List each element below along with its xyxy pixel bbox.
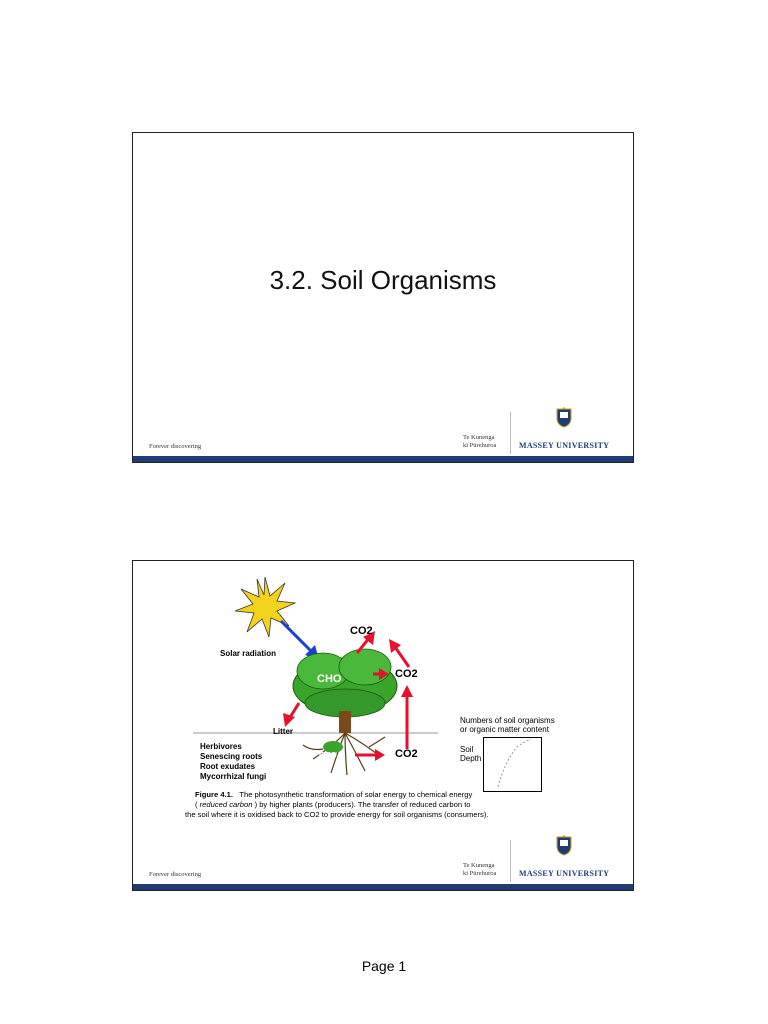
footer-tagline: Forever discovering [149, 871, 202, 878]
figure-caption [185, 790, 585, 820]
maori-name [463, 434, 496, 450]
university-name: MASSEY UNIVERSITY [519, 869, 610, 878]
co2-right-label: CO2 [395, 668, 418, 680]
solar-radiation-label: Solar radiation [220, 649, 277, 658]
caption-line-3: the soil where it is oxidised back to CO2 to provide energy for soil organisms (consumers). [185, 810, 489, 819]
footer-divider [510, 840, 511, 882]
diagram-slide [132, 560, 634, 891]
tree-icon [293, 649, 397, 733]
university-logo [519, 406, 623, 450]
caption-paren: ( [195, 800, 198, 809]
carbon-cycle-diagram [133, 561, 633, 821]
graph-ylabel [460, 745, 481, 763]
consumer-item: Herbivores [200, 742, 242, 751]
footer-bar [133, 456, 633, 462]
caption-line-2: ) by higher plants (producers). The transfer of reduced carbon to [254, 800, 471, 809]
graph-title [460, 716, 555, 734]
footer-divider [510, 412, 511, 454]
maori-line-1: Te Kunenga [463, 862, 495, 869]
maori-name [463, 862, 496, 878]
co2-arrow-up [401, 685, 413, 749]
graph-box [483, 737, 542, 792]
page-number: Page 1 [361, 958, 407, 974]
maori-line-1: Te Kunenga [463, 434, 495, 441]
crest-icon [555, 834, 573, 856]
footer-tagline: Forever discovering [149, 443, 202, 450]
graph-title-line-1: Numbers of soil organisms [460, 716, 555, 725]
graph-ylabel-line-2: Depth [460, 754, 482, 763]
university-name: MASSEY UNIVERSITY [519, 441, 610, 450]
maori-line-2: ki Pūrehuroa [463, 870, 497, 877]
consumer-list [200, 742, 266, 782]
cho-tree-label: CHO [317, 673, 342, 685]
crest-icon [555, 406, 573, 428]
litter-arrow [283, 703, 299, 727]
title-slide [132, 132, 634, 463]
co2-arrow-right-curve [389, 639, 409, 667]
litter-label: Litter [273, 727, 293, 736]
co2-bottom-label: CO2 [395, 748, 418, 760]
graph-title-line-2: or organic matter content [460, 725, 549, 734]
consumer-item: Senescing roots [200, 752, 263, 761]
co2-top-label: CO2 [350, 625, 373, 637]
university-logo [519, 834, 623, 878]
graph-ylabel-line-1: Soil [460, 745, 474, 754]
caption-line-1: The photosynthetic transformation of solar energy to chemical energy [239, 790, 473, 799]
cho-roots-label: CHO [319, 751, 337, 760]
consumer-item: Root exudates [200, 762, 256, 771]
caption-italic-term: reduced carbon [199, 800, 253, 809]
slide-title: 3.2. Soil Organisms [269, 265, 497, 295]
footer-bar [133, 884, 633, 890]
figure-label: Figure 4.1. [195, 790, 233, 799]
maori-line-2: ki Pūrehuroa [463, 442, 497, 449]
consumer-item: Mycorrhizal fungi [200, 772, 267, 781]
